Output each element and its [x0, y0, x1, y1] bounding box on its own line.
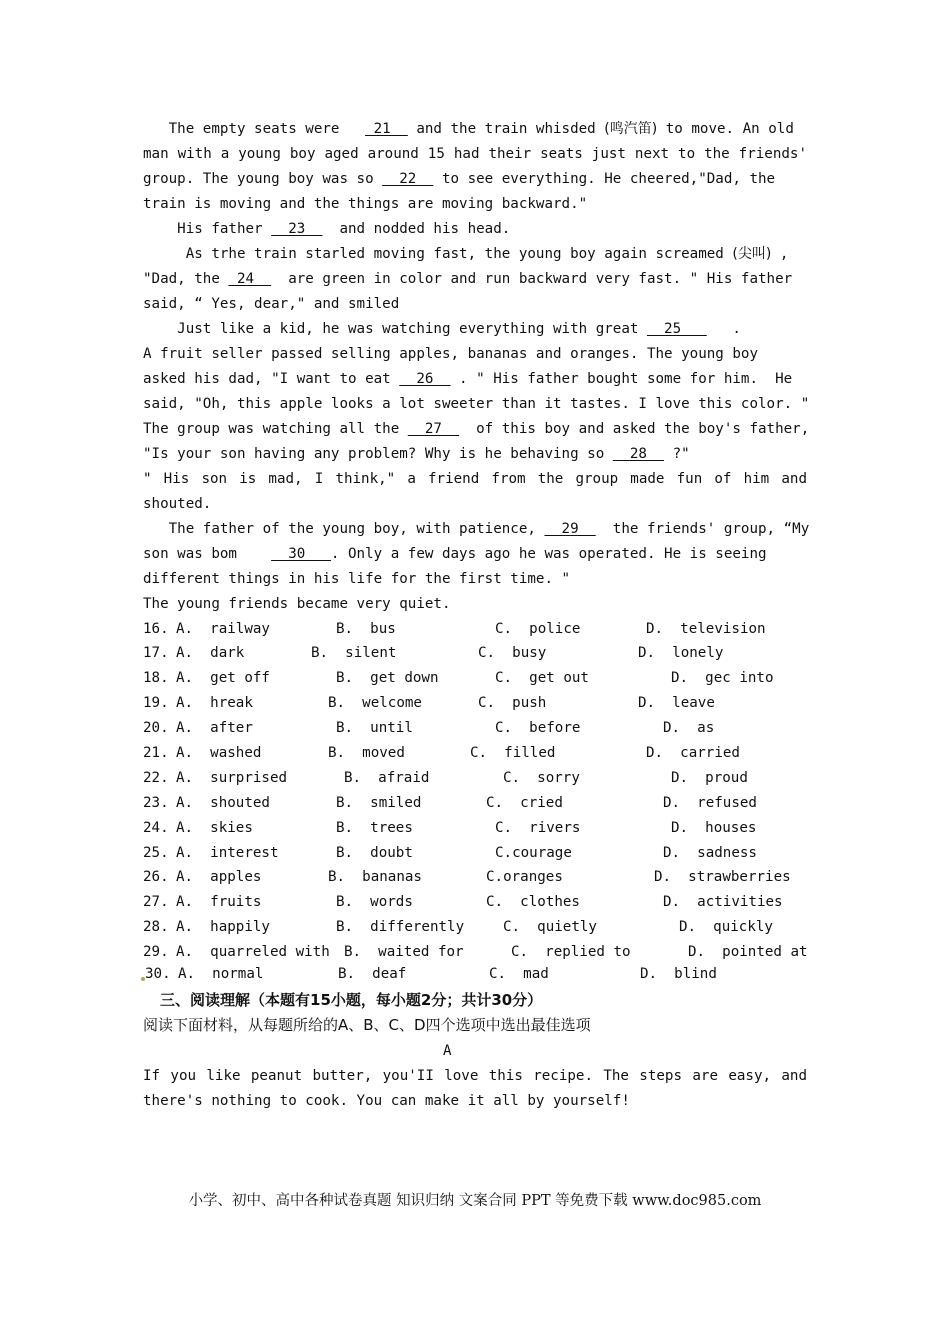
option-d: D. carried: [646, 745, 740, 761]
section-heading: 三、阅读理解（本题有15小题，每小题2分；共计30分）: [160, 991, 543, 1009]
passage-line-14: "Is your son having any problem? Why is he behaving so 28 ?": [143, 446, 690, 462]
option-d: D. leave: [638, 695, 715, 711]
question-row-25: [143, 841, 813, 866]
blank-23: 23: [271, 221, 323, 237]
option-d: D. gec into: [671, 670, 774, 686]
option-c: C.courage: [495, 845, 572, 861]
option-c: C. rivers: [495, 820, 581, 836]
option-c: C. filled: [470, 745, 556, 761]
option-c: C.oranges: [486, 869, 563, 885]
margin-mark: [141, 977, 145, 981]
option-a: A. railway: [176, 621, 270, 637]
passage-line-20: The young friends became very quiet.: [143, 596, 451, 612]
option-b: B. welcome: [328, 695, 422, 711]
question-number: 19.: [143, 695, 169, 711]
question-number: 23.: [143, 795, 169, 811]
option-a: A. surprised: [176, 770, 288, 786]
option-d: D. activities: [663, 894, 783, 910]
reading-intro-line-2: there's nothing to cook. You can make it all by yourself!: [143, 1093, 630, 1109]
option-c: C. push: [478, 695, 547, 711]
option-d: D. strawberries: [654, 869, 791, 885]
blank-27: 27: [407, 421, 460, 437]
option-b: B. trees: [336, 820, 413, 836]
option-c: C. busy: [478, 645, 547, 661]
reading-intro-line-1: If you like peanut butter, you'II love this recipe. The steps are easy, and: [143, 1068, 807, 1084]
option-a: A. quarreled with: [176, 944, 330, 960]
question-row-16: [143, 617, 813, 642]
option-b: B. waited for: [344, 944, 464, 960]
option-b: B. bus: [336, 621, 396, 637]
question-number: 17.: [143, 645, 169, 661]
option-b: B. silent: [311, 645, 397, 661]
blank-26: 26: [399, 371, 451, 387]
question-number: 25.: [143, 845, 169, 861]
blank-30: 30: [271, 546, 331, 562]
blank-22: 22: [382, 171, 434, 187]
question-row-18: [143, 666, 813, 691]
question-row-28: [143, 915, 813, 940]
blank-25: 25: [646, 321, 707, 337]
blank-21: 21: [365, 121, 408, 137]
question-row-17: [143, 641, 813, 666]
option-d: D. sadness: [663, 845, 757, 861]
option-b: B. differently: [336, 919, 465, 935]
part-label: A: [443, 1043, 452, 1059]
blank-24: 24: [228, 271, 272, 287]
passage-line-7: "Dad, the 24 are green in color and run backward very fast. " His father: [143, 271, 793, 287]
option-b: B. deaf: [338, 966, 407, 982]
question-row-21: [143, 741, 813, 766]
option-d: D. blind: [640, 966, 717, 982]
passage-line-11: asked his dad, "I want to eat 26 . " His father bought some for him. He: [143, 371, 793, 387]
option-a: A. hreak: [176, 695, 253, 711]
passage-line-17: The father of the young boy, with patience, 29 the friends' group, “My: [143, 521, 810, 537]
option-b: B. get down: [336, 670, 439, 686]
option-a: A. shouted: [176, 795, 270, 811]
option-b: B. bananas: [328, 869, 422, 885]
question-row-22: [143, 766, 813, 791]
blank-29: 29: [544, 521, 596, 537]
question-row-19: [143, 691, 813, 716]
question-number: 20.: [143, 720, 169, 736]
option-d: D. television: [646, 621, 766, 637]
option-b: B. until: [336, 720, 413, 736]
option-c: C. before: [495, 720, 581, 736]
option-b: B. afraid: [344, 770, 430, 786]
passage-line-12: said, "Oh, this apple looks a lot sweeter than it tastes. I love this color. ": [143, 396, 810, 412]
option-c: C. quietly: [503, 919, 597, 935]
passage-line-15: " His son is mad, I think," a friend from the group made fun of him and: [143, 471, 807, 487]
question-number: 16.: [143, 621, 169, 637]
blank-28: 28: [612, 446, 665, 462]
option-a: A. interest: [176, 845, 279, 861]
question-row-23: [143, 791, 813, 816]
option-c: C. replied to: [511, 944, 631, 960]
option-b: B. words: [336, 894, 413, 910]
option-a: A. apples: [176, 869, 262, 885]
question-number: 22.: [143, 770, 169, 786]
option-d: D. quickly: [679, 919, 773, 935]
passage-line-19: different things in his life for the first time. ": [143, 571, 571, 587]
question-row-27: [143, 890, 813, 915]
option-b: B. doubt: [336, 845, 413, 861]
option-a: A. dark: [176, 645, 245, 661]
passage-line-2: man with a young boy aged around 15 had their seats just next to the friends': [143, 146, 807, 162]
option-d: D. pointed at: [688, 944, 808, 960]
option-b: B. smiled: [336, 795, 422, 811]
option-a: A. washed: [176, 745, 262, 761]
option-d: D. proud: [671, 770, 748, 786]
option-d: D. houses: [671, 820, 757, 836]
option-a: A. skies: [176, 820, 253, 836]
option-c: C. mad: [489, 966, 549, 982]
question-row-30: [143, 962, 813, 987]
option-c: C. police: [495, 621, 581, 637]
passage-line-5: His father 23 and nodded his head.: [143, 221, 511, 237]
section-instruction: 阅读下面材料，从每题所给的A、B、C、D四个选项中选出最佳选项: [143, 1016, 591, 1034]
question-number: 27.: [143, 894, 169, 910]
question-row-26: [143, 865, 813, 890]
option-c: C. cried: [486, 795, 563, 811]
option-c: C. clothes: [486, 894, 580, 910]
passage-line-3: group. The young boy was so 22 to see everything. He cheered,"Dad, the: [143, 171, 776, 187]
passage-line-8: said, “ Yes, dear," and smiled: [143, 296, 400, 312]
option-d: D. refused: [663, 795, 757, 811]
page-footer: 小学、初中、高中各种试卷真题 知识归纳 文案合同 PPT 等免费下载 www.doc985.com: [188, 1193, 762, 1209]
question-row-24: [143, 816, 813, 841]
passage-line-9: Just like a kid, he was watching everything with great 25 .: [143, 321, 741, 337]
option-d: D. lonely: [638, 645, 724, 661]
passage-line-1: The empty seats were 21 and the train whisded (鸣汽笛) to move. An old: [143, 121, 794, 137]
option-a: A. fruits: [176, 894, 262, 910]
option-c: C. get out: [495, 670, 589, 686]
passage-line-18: son was bom 30 . Only a few days ago he was operated. He is seeing: [143, 546, 767, 562]
option-a: A. after: [176, 720, 253, 736]
question-number: 30.: [145, 966, 171, 982]
passage-line-4: train is moving and the things are moving backward.": [143, 196, 588, 212]
passage-line-6: As trhe train starled moving fast, the young boy again screamed (尖叫) ,: [143, 246, 789, 262]
question-number: 21.: [143, 745, 169, 761]
option-d: D. as: [663, 720, 715, 736]
passage-line-16: shouted.: [143, 496, 212, 512]
option-b: B. moved: [328, 745, 405, 761]
passage-line-10: A fruit seller passed selling apples, bananas and oranges. The young boy: [143, 346, 758, 362]
option-a: A. happily: [176, 919, 270, 935]
option-c: C. sorry: [503, 770, 580, 786]
question-number: 26.: [143, 869, 169, 885]
option-a: A. normal: [178, 966, 264, 982]
question-number: 28.: [143, 919, 169, 935]
question-number: 24.: [143, 820, 169, 836]
question-number: 18.: [143, 670, 169, 686]
question-number: 29.: [143, 944, 169, 960]
passage-line-13: The group was watching all the 27 of this boy and asked the boy's father,: [143, 421, 810, 437]
question-row-20: [143, 716, 813, 741]
option-a: A. get off: [176, 670, 270, 686]
